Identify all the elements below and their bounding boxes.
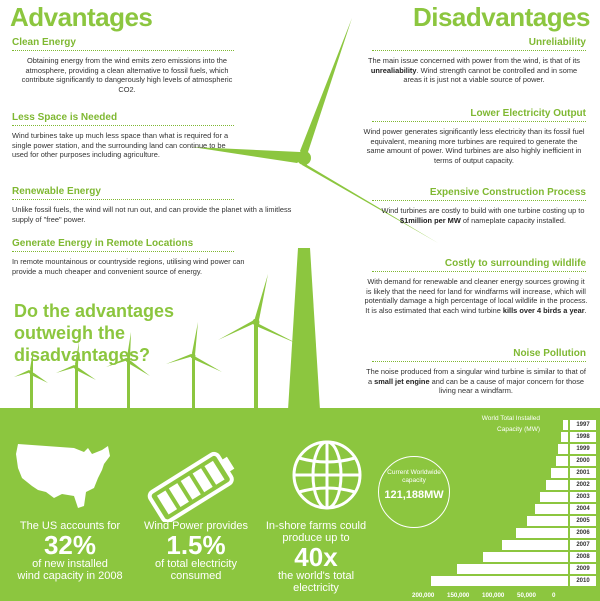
- year-label: 2009: [570, 564, 596, 574]
- stat-label: of total electricity: [155, 558, 237, 570]
- disadvantage-body-noise: The noise produced from a singular wind turbine is similar to that of a small jet engine and can be a cause of major concern for those living near a windfarm.: [366, 367, 586, 396]
- question-heading: Do the advantages outweigh the disadvantages?: [14, 301, 175, 365]
- capacity-value: 121,188MW: [384, 489, 444, 501]
- stat-value: 40x: [294, 542, 338, 572]
- year-label: 2008: [570, 552, 596, 562]
- disadvantage-body-lower-output: Wind power generates significantly less electricity than its fossil fuel equivalent, meaning more turbines are required to generate the same amount of power. Wind turbines are also highly inefficient in terms of output capacity.: [363, 127, 585, 165]
- year-label: 2006: [570, 528, 596, 538]
- year-label: 2001: [570, 468, 596, 478]
- divider: [372, 361, 586, 362]
- globe-icon: [290, 438, 364, 512]
- advantage-heading-renewable: Renewable Energy: [12, 186, 101, 197]
- inshore-farms-stat: [254, 520, 378, 594]
- disadvantage-body-unreliability: The main issue concerned with power from the wind, is that of its unrealiability. Wind strength cannot be controlled and in some areas it is just not a viable source of power.: [368, 56, 580, 85]
- stat-label: Wind Power provides: [144, 520, 248, 532]
- disadvantage-heading-construction: Expensive Construction Process: [429, 187, 586, 198]
- year-label: 2005: [570, 516, 596, 526]
- x-tick-label: 200,000: [412, 592, 435, 599]
- capacity-bar: [546, 480, 568, 490]
- advantage-heading-less-space: Less Space is Needed: [12, 112, 118, 123]
- capacity-bar: [527, 516, 568, 526]
- x-tick-label: 50,000: [517, 592, 536, 599]
- advantage-body-remote: In remote mountainous or countryside regions, utilising wind power can provide a much cheaper and convenient source of energy.: [12, 257, 245, 276]
- capacity-bar: [431, 576, 568, 586]
- usa-map-icon: [14, 436, 114, 514]
- capacity-bar: [540, 492, 568, 502]
- capacity-bar: [516, 528, 568, 538]
- divider: [372, 50, 586, 51]
- battery-icon: [140, 448, 250, 522]
- capacity-bar: [457, 564, 568, 574]
- x-tick-label: 100,000: [482, 592, 505, 599]
- advantage-body-clean-energy: Obtaining energy from the wind emits zero emissions into the atmosphere, providing a clean alternative to fossil fuels, which contribute significantly to dangerously high levels of atmospheric CO2.: [21, 56, 233, 94]
- year-label: 1997: [570, 420, 596, 430]
- chart-title: World Total Installed Capacity (MW): [481, 415, 540, 433]
- disadvantage-heading-lower-output: Lower Electricity Output: [470, 108, 586, 119]
- divider: [372, 121, 586, 122]
- divider: [12, 199, 234, 200]
- disadvantage-heading-noise: Noise Pollution: [513, 348, 586, 359]
- x-tick-label: 0: [552, 592, 556, 599]
- capacity-bar: [561, 432, 568, 442]
- stat-label: the world's total electricity: [277, 570, 355, 594]
- us-share-stat: [6, 520, 134, 582]
- year-label: 2003: [570, 492, 596, 502]
- divider: [372, 200, 586, 201]
- stat-label: In-shore farms could: [265, 520, 367, 532]
- year-label: 1998: [570, 432, 596, 442]
- disadvantage-heading-wildlife: Costly to surrounding wildlife: [444, 258, 586, 269]
- divider: [12, 50, 234, 51]
- year-label: 2002: [570, 480, 596, 490]
- capacity-bar: [563, 420, 568, 430]
- stat-label: wind capacity in 2008: [17, 570, 123, 582]
- capacity-bar: [558, 444, 568, 454]
- stat-label: consumed: [170, 570, 222, 582]
- stat-label: produce up to: [282, 532, 350, 544]
- capacity-label: Current Worldwide capacity: [387, 469, 441, 484]
- stat-value: 1.5%: [166, 530, 226, 560]
- stat-label: of new installed: [32, 558, 108, 570]
- disadvantage-body-wildlife: With demand for renewable and cleaner energy sources growing it is likely that the need for land for windfarms will increase, which will potentially damage a high percentage of local wildlife in the process. It is also estimated that each wind turbine kills over 4 birds a year.: [364, 277, 588, 315]
- advantage-heading-clean-energy: Clean Energy: [12, 37, 76, 48]
- disadvantage-body-construction: Wind turbines are costly to build with one turbine costing up to $1million per MW of nameplate capacity installed.: [381, 206, 585, 225]
- year-label: 2004: [570, 504, 596, 514]
- advantage-body-renewable: Unlike fossil fuels, the wind will not run out, and can provide the planet with a limitless supply of "free" power.: [12, 205, 292, 224]
- divider: [372, 271, 586, 272]
- advantage-body-less-space: Wind turbines take up much less space than what is required for a single power station, and the surrounding land can continue to be used for other purposes including agriculture.: [12, 131, 229, 160]
- disadvantages-title: Disadvantages: [412, 2, 590, 32]
- advantages-title: Advantages: [10, 2, 153, 32]
- divider: [12, 251, 234, 252]
- x-tick-label: 150,000: [447, 592, 470, 599]
- power-share-stat: [140, 520, 252, 582]
- capacity-bar: [483, 552, 568, 562]
- divider: [12, 125, 234, 126]
- stat-label: The US accounts for: [19, 520, 121, 532]
- capacity-bar: [551, 468, 568, 478]
- capacity-bar: [535, 504, 568, 514]
- installed-capacity-chart: [400, 408, 600, 601]
- year-label: 1999: [570, 444, 596, 454]
- year-label: 2000: [570, 456, 596, 466]
- advantage-heading-remote: Generate Energy in Remote Locations: [12, 238, 194, 249]
- year-label: 2010: [570, 576, 596, 586]
- year-label: 2007: [570, 540, 596, 550]
- capacity-bar: [502, 540, 568, 550]
- disadvantage-heading-unreliability: Unreliability: [528, 37, 586, 48]
- stat-value: 32%: [43, 530, 97, 560]
- capacity-bar: [556, 456, 568, 466]
